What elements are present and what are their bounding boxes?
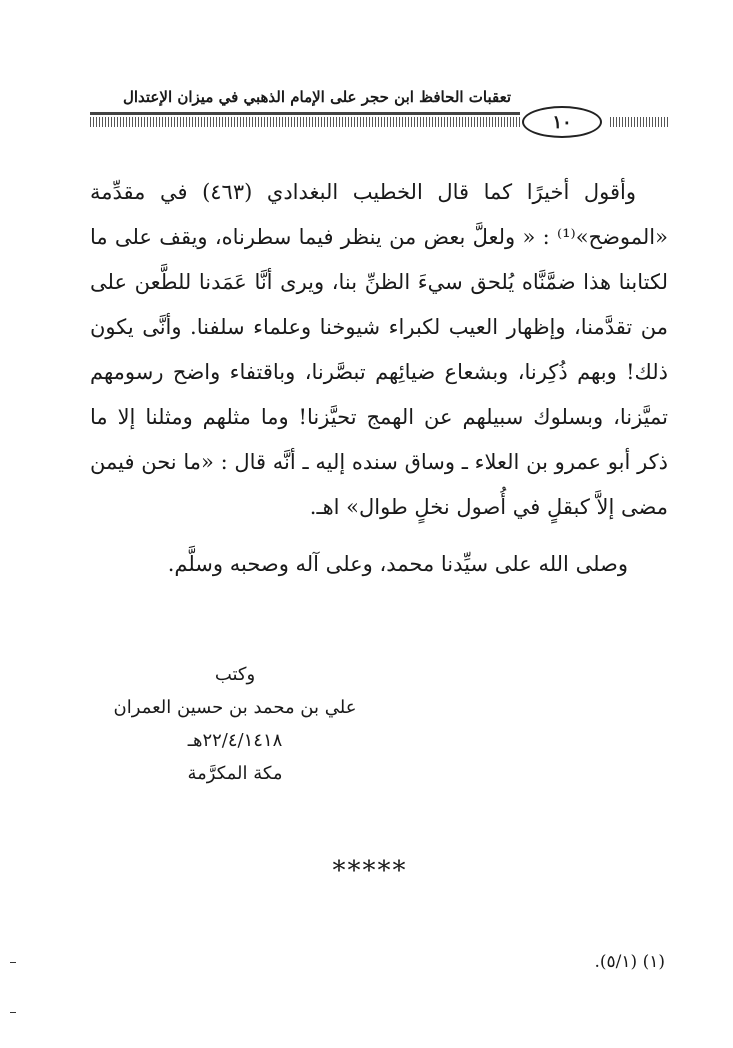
section-separator: ***** xyxy=(332,856,408,886)
header-rule-hatch-right xyxy=(610,117,668,127)
closing-prayer: وصلى الله على سيِّدنا محمد، وعلى آله وصحبه وسلَّم. xyxy=(167,552,628,576)
signature-block xyxy=(90,658,380,790)
running-header-title: تعقبات الحافظ ابن حجر على الإمام الذهبي في ميزان الإعتدال xyxy=(122,88,511,106)
main-paragraph-block xyxy=(90,170,668,530)
body-paragraph: وأقول أخيرًا كما قال الخطيب البغدادي (٤٦٣) في مقدِّمة «الموضح»⁽¹⁾ : « ولعلَّ بعض من ينظر فيما سطرناه، ويقف على ما لكتابنا هذا ضمَّنَّاه يُلحق سيءَ الظنِّ بنا، ويرى أنَّا عَمَدنا للطَّعن على من تقدَّمنا، وإظهار العيب لكبراء شيوخنا وعلماء سلفنا. وأنَّى يكون ذلك! وبهم ذُكِرنا، وبشعاع ضيائِهم تبصَّرنا، وباقتفاء واضح رسومهم تميَّزنا، وبسلوك سبيلهم عن الهمج تحيَّزنا! وما مثلهم ومثلنا إلا ما ذكر أبو عمرو بن العلاء ـ وساق سنده إليه ـ أنَّه قال : «ما نحن فيمن مضى إلاَّ كبقلٍ في أُصول نخلٍ طوال» اهـ. xyxy=(90,180,668,519)
signature-name: علي بن محمد بن حسين العمران xyxy=(113,697,357,718)
header-rule xyxy=(90,112,520,115)
header-rule-hatch xyxy=(90,117,520,127)
page-number-badge: ١٠ xyxy=(522,106,602,138)
footnote: (١) (٥/١). xyxy=(594,952,665,972)
margin-mark xyxy=(10,1012,16,1013)
margin-mark xyxy=(10,962,16,963)
signature-date: ٢٢/٤/١٤١٨هـ xyxy=(187,730,283,751)
signature-place: مكة المكرَّمة xyxy=(187,763,283,784)
signature-wrote: وكتب xyxy=(214,664,256,685)
